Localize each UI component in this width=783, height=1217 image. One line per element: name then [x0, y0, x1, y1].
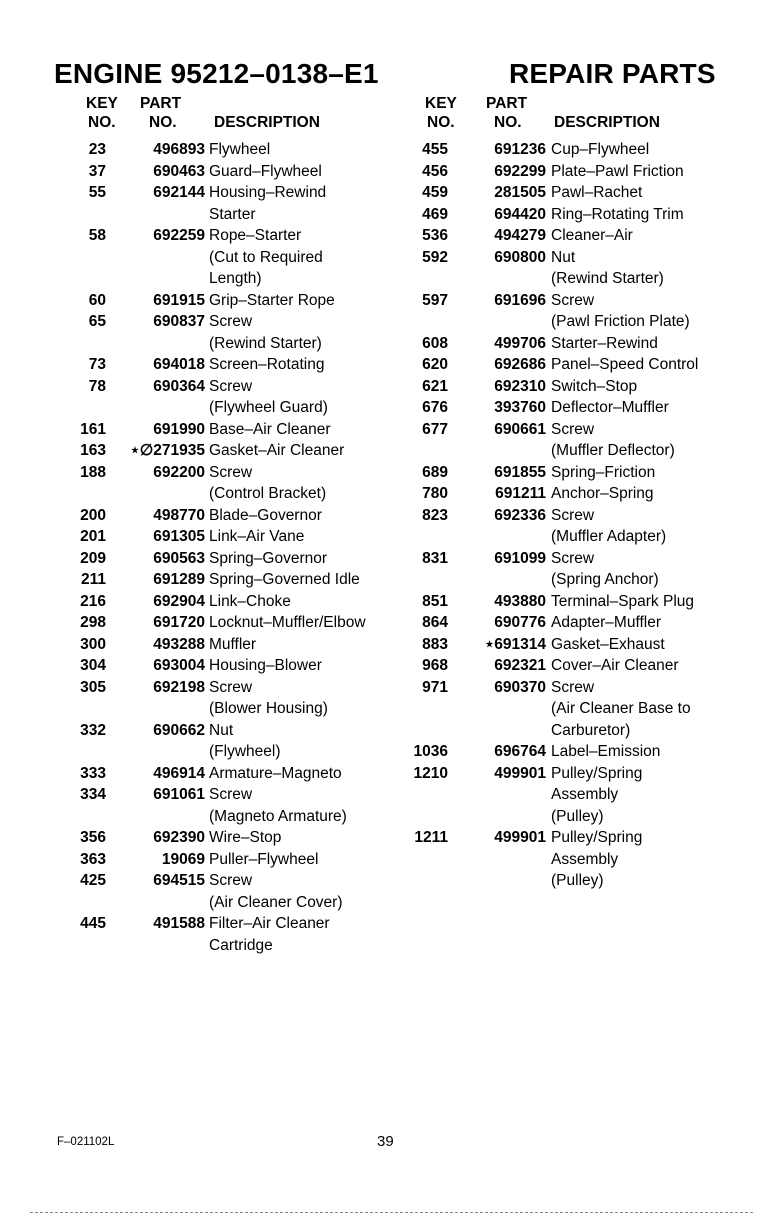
key-number: 689	[422, 463, 448, 481]
parts-row	[0, 913, 400, 935]
part-number: 494279	[494, 227, 546, 244]
key-number: 356	[80, 829, 106, 846]
part-number: 692336	[494, 506, 546, 524]
part-number: 690563	[153, 549, 205, 567]
parts-row	[0, 827, 783, 849]
part-number: 691305	[153, 528, 205, 545]
part-number: 693004	[153, 657, 205, 674]
parts-row	[0, 268, 783, 290]
key-number: 1036	[413, 743, 448, 760]
parts-row	[0, 741, 783, 763]
key-number: 211	[80, 571, 106, 588]
part-description: Screw	[209, 786, 253, 803]
part-description: Plate–Pawl Friction	[551, 162, 684, 180]
part-number: 499901	[494, 764, 546, 782]
part-number: 690661	[494, 420, 546, 438]
part-number: 281505	[494, 184, 546, 201]
header-part-line2-right: NO.	[494, 114, 522, 131]
parts-row	[0, 225, 783, 247]
key-number: 621	[422, 377, 448, 395]
part-number: 692259	[153, 227, 205, 244]
key-number: 592	[422, 248, 448, 266]
part-number: 692144	[153, 184, 205, 201]
key-number: 823	[422, 506, 448, 524]
part-description: Screw	[209, 377, 253, 395]
part-description: (Rewind Starter)	[551, 270, 664, 287]
key-number: 968	[422, 657, 448, 674]
key-number: 608	[422, 334, 448, 352]
header-part-line1-right: PART	[486, 95, 528, 112]
part-description: Link–Choke	[209, 592, 291, 610]
part-number: 493880	[494, 592, 546, 610]
part-description: (Control Bracket)	[209, 485, 327, 502]
part-description: Guard–Flywheel	[209, 162, 322, 180]
key-number: 305	[80, 678, 106, 696]
part-description: Muffler	[209, 635, 257, 653]
part-description: Spring–Friction	[551, 463, 656, 481]
key-number: 163	[80, 442, 106, 459]
part-number: 496914	[153, 764, 205, 782]
part-number: 694515	[153, 872, 205, 889]
key-number: 456	[422, 162, 448, 180]
part-description: Anchor–Spring	[551, 485, 654, 502]
part-number: 694018	[153, 356, 205, 373]
part-number: ⋆∅271935	[130, 442, 205, 459]
part-description: (Cut to Required	[209, 248, 323, 266]
part-description: Link–Air Vane	[209, 528, 305, 545]
parts-row	[0, 419, 783, 441]
key-number: 455	[422, 141, 448, 158]
header-description-right: DESCRIPTION	[554, 114, 660, 131]
parts-row	[0, 376, 783, 398]
header-part-line2: NO.	[149, 114, 177, 131]
header-key-line1: KEY	[86, 95, 118, 112]
part-number: 692321	[494, 657, 546, 674]
parts-row	[0, 548, 783, 570]
parts-row	[0, 892, 400, 914]
part-description: (Spring Anchor)	[551, 571, 659, 588]
part-description: (Rewind Starter)	[209, 334, 322, 352]
key-number: 23	[88, 141, 106, 158]
part-description: Nut	[551, 248, 576, 266]
part-description: Switch–Stop	[551, 377, 638, 395]
part-description: Cup–Flywheel	[551, 141, 650, 158]
part-description: Screw	[551, 291, 595, 309]
key-number: 65	[88, 313, 106, 330]
key-number: 851	[422, 592, 448, 610]
parts-row	[0, 763, 783, 785]
key-number: 201	[80, 528, 106, 545]
parts-row	[0, 204, 783, 226]
parts-row	[0, 462, 783, 484]
part-description: Cover–Air Cleaner	[551, 657, 679, 674]
part-number: 696764	[494, 743, 546, 760]
section-title: REPAIR PARTS	[509, 58, 716, 89]
part-number: 690837	[153, 313, 205, 330]
part-description: Label–Emission	[551, 743, 661, 760]
part-number: 498770	[153, 506, 205, 524]
part-number: 692200	[153, 463, 205, 481]
key-number: 200	[80, 506, 106, 524]
header-key-line1-right: KEY	[425, 95, 457, 112]
part-description: Screw	[551, 678, 595, 696]
page-number: 39	[377, 1133, 394, 1150]
part-description: (Air Cleaner Cover)	[209, 893, 343, 911]
footer-code: F–021102L	[57, 1136, 115, 1148]
parts-row	[0, 806, 783, 828]
parts-row	[0, 634, 783, 656]
part-number: 690800	[494, 248, 546, 266]
part-description: (Pulley)	[551, 807, 604, 825]
key-number: 58	[88, 227, 106, 244]
part-description: Starter	[209, 205, 256, 223]
key-number: 209	[80, 549, 106, 567]
part-description: Blade–Governor	[209, 506, 322, 524]
key-number: 73	[88, 356, 106, 373]
part-number: 690463	[153, 162, 205, 180]
part-description: Wire–Stop	[209, 829, 282, 846]
key-number: 459	[422, 184, 448, 201]
part-number: 691061	[153, 786, 205, 803]
part-description: Cleaner–Air	[551, 227, 633, 244]
key-number: 161	[80, 420, 106, 438]
parts-row	[0, 397, 783, 419]
part-description: Panel–Speed Control	[551, 356, 699, 373]
header-description: DESCRIPTION	[214, 114, 320, 131]
parts-row	[0, 784, 783, 806]
parts-row	[0, 247, 783, 269]
key-number: 60	[88, 291, 106, 309]
key-number: 1211	[414, 829, 448, 846]
part-description: Screw	[551, 549, 595, 567]
part-description: Screw	[209, 678, 253, 696]
part-description: (Air Cleaner Base to	[551, 700, 691, 717]
page-title: ENGINE 95212–0138–E1	[54, 58, 379, 89]
part-description: Screw	[209, 872, 253, 889]
parts-row	[0, 870, 783, 892]
part-description: Carburetor)	[551, 721, 631, 739]
part-number: 496893	[153, 141, 205, 158]
part-description: Screen–Rotating	[209, 356, 325, 373]
key-number: 831	[422, 549, 448, 567]
part-number: 690364	[153, 377, 205, 395]
parts-row	[0, 526, 783, 548]
parts-row	[0, 569, 783, 591]
part-number: 690370	[494, 678, 546, 696]
part-description: Armature–Magneto	[209, 764, 342, 782]
key-number: 37	[88, 162, 106, 180]
part-description: (Magneto Armature)	[209, 807, 347, 825]
parts-row	[0, 139, 783, 161]
parts-row	[0, 290, 783, 312]
key-number: 620	[422, 356, 448, 373]
part-number: 691855	[494, 463, 546, 481]
part-description: Assembly	[551, 786, 619, 803]
parts-list-right	[0, 139, 783, 892]
part-number: 692299	[494, 162, 546, 180]
part-description: Rope–Starter	[209, 227, 302, 244]
part-description: Assembly	[551, 850, 619, 868]
part-number: 692904	[153, 592, 205, 610]
part-number: 690662	[153, 721, 205, 739]
part-number: 499706	[494, 334, 546, 352]
part-number: 491588	[153, 915, 205, 932]
part-description: Gasket–Air Cleaner	[209, 442, 345, 459]
part-description: Gasket–Exhaust	[551, 635, 665, 653]
key-number: 216	[80, 592, 106, 610]
part-description: Terminal–Spark Plug	[551, 592, 695, 610]
key-number: 780	[422, 485, 448, 502]
parts-row	[0, 440, 783, 462]
part-description: Pulley/Spring	[551, 764, 643, 782]
part-number: 691990	[153, 420, 205, 438]
header-part-line1: PART	[140, 95, 182, 112]
part-description: Grip–Starter Rope	[209, 291, 335, 309]
key-number: 445	[80, 915, 106, 932]
key-number: 883	[422, 635, 448, 653]
part-description: (Muffler Deflector)	[551, 442, 675, 459]
key-number: 363	[80, 850, 106, 868]
key-number: 676	[422, 399, 448, 416]
part-number: 691211	[495, 485, 546, 502]
part-description: Spring–Governed Idle	[209, 571, 360, 588]
header-key-line2: NO.	[88, 114, 116, 131]
part-description: Housing–Rewind	[209, 184, 327, 201]
parts-row	[0, 311, 783, 333]
part-description: Screw	[209, 313, 253, 330]
part-description: (Pawl Friction Plate)	[551, 313, 690, 330]
part-description: Nut	[209, 721, 234, 739]
part-number: 393760	[494, 399, 546, 416]
part-description: Screw	[209, 463, 253, 481]
parts-row	[0, 612, 783, 634]
part-description: Ring–Rotating Trim	[551, 205, 684, 223]
key-number: 864	[422, 614, 448, 631]
parts-row	[0, 935, 400, 957]
key-number: 334	[80, 786, 106, 803]
part-description: Screw	[551, 506, 595, 524]
part-number: 691289	[153, 571, 205, 588]
key-number: 1210	[413, 764, 448, 782]
bottom-rule	[30, 1212, 753, 1213]
part-description: Adapter–Muffler	[551, 614, 661, 631]
part-description: Housing–Blower	[209, 657, 322, 674]
part-number: 690776	[494, 614, 546, 631]
part-description: Length)	[209, 270, 262, 287]
part-number: 691696	[494, 291, 546, 309]
key-number: 55	[88, 184, 106, 201]
parts-row	[0, 655, 783, 677]
part-description: Cartridge	[209, 936, 273, 954]
key-number: 536	[422, 227, 448, 244]
part-number: 691915	[153, 291, 205, 309]
parts-row	[0, 333, 783, 355]
part-description: Filter–Air Cleaner	[209, 915, 330, 932]
key-number: 298	[80, 614, 106, 631]
part-description: Deflector–Muffler	[551, 399, 669, 416]
part-description: (Pulley)	[551, 872, 604, 889]
part-description: Flywheel	[209, 141, 271, 158]
parts-row	[0, 182, 783, 204]
parts-row	[0, 505, 783, 527]
part-description: (Flywheel)	[209, 743, 281, 760]
part-number: 691720	[153, 614, 205, 631]
part-description: Base–Air Cleaner	[209, 420, 331, 438]
part-number: 691236	[494, 141, 546, 158]
parts-row	[0, 483, 783, 505]
part-description: Spring–Governor	[209, 549, 328, 567]
parts-row	[0, 161, 783, 183]
part-number: 692390	[153, 829, 205, 846]
key-number: 188	[80, 463, 106, 481]
part-number: 694420	[494, 205, 546, 223]
part-description: Pawl–Rachet	[551, 184, 643, 201]
part-description: Locknut–Muffler/Elbow	[209, 614, 366, 631]
parts-row	[0, 698, 783, 720]
parts-row	[0, 849, 783, 871]
header-key-line2-right: NO.	[427, 114, 455, 131]
key-number: 333	[80, 764, 106, 782]
part-description: Screw	[551, 420, 595, 438]
parts-row	[0, 354, 783, 376]
key-number: 677	[422, 420, 448, 438]
key-number: 332	[80, 721, 106, 739]
key-number: 304	[80, 657, 106, 674]
key-number: 469	[422, 205, 448, 223]
key-number: 425	[80, 872, 106, 889]
key-number: 971	[422, 678, 448, 696]
key-number: 300	[80, 635, 106, 653]
part-number: 493288	[153, 635, 205, 653]
part-number: 692686	[494, 356, 546, 373]
part-description: Starter–Rewind	[551, 334, 658, 352]
part-description: (Blower Housing)	[209, 700, 328, 717]
part-number: 691099	[494, 549, 546, 567]
key-number: 597	[422, 291, 448, 309]
part-description: (Muffler Adapter)	[551, 528, 667, 545]
key-number: 78	[88, 377, 106, 395]
part-number: 499901	[494, 829, 546, 846]
parts-row	[0, 720, 783, 742]
parts-row	[0, 677, 783, 699]
part-description: Puller–Flywheel	[209, 850, 319, 868]
parts-row	[0, 591, 783, 613]
part-number: ⋆691314	[484, 635, 546, 653]
part-number: 19069	[161, 850, 205, 868]
part-number: 692310	[494, 377, 546, 395]
part-number: 692198	[153, 678, 205, 696]
part-description: Pulley/Spring	[551, 829, 643, 846]
part-description: (Flywheel Guard)	[209, 399, 328, 416]
